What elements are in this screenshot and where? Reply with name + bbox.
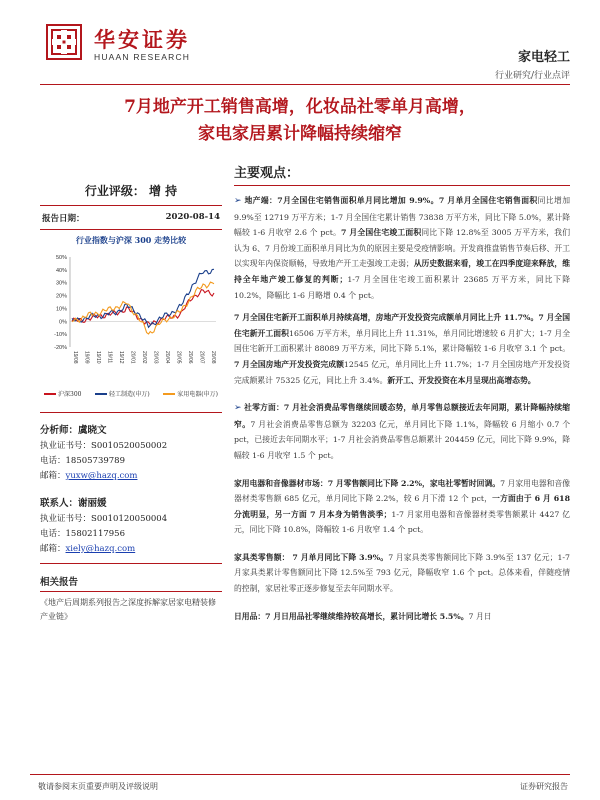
- paragraph-retail: ➢ 社零方面：7 月社会消费品零售继续回暖态势，单月零售总额接近去年同期，累计降幅持续缩窄。7 月社会消费品零售总额为 32203 亿元，单月同比下降 1.1%，降幅较 6 月缩小 0.7 个 pct，已接近去年同期水平；1-7 月社会消费品零售总额累计 204459 亿元，同比下降 9.9%，降幅较 1-6 月收窄 1.5 个 pct。: [234, 403, 570, 460]
- key-points-divider: [234, 185, 570, 186]
- paragraph-real-estate: ➢ 地产端：7月全国住宅销售面积单月同比增加 9.9%。7 月单月全国住宅销售面积同比增加 9.9%至 12719 万平方米；1-7 月全国住宅累计销售 73838 万平方米，同比下降 5.0%，累计降幅较 1-6 月收窄 2.6 个 pct。7 月全国住宅竣工面积同比下降 12.8%至 3005 万平方米，我们认为 6、7 月份竣工面积单月同比为负的原因主要是受疫情影响。开发商推盘销售节奏后移、开工以实现年内保资顺畅，导致地产开工走强竣工走弱；从历史数据来看，竣工在四季度迎来释放，维持全年地产竣工修复的判断；1-7 月全国住宅竣工面积累计 23685 万平方米，同比下降 10.2%，降幅比 1-6 月略增 0.4 个 pct。: [234, 196, 571, 300]
- chart-y-tick-label: 10%: [55, 306, 67, 313]
- analyst-email-label: 邮箱：: [40, 471, 66, 481]
- paragraph-new-construction: 7 月全国住宅新开工面积单月持续高增，房地产开发投资完成额单月同比上升 11.7%。7 月全国住宅新开工面积16506 万平方米，单月同比上升 11.31%，单月同比增速较 6 月扩大；1-7 月全国住宅新开工面积累计 88089 万平方米，同比下降 5.1%，累计降幅较 1-6 月收窄 3.1 个 pct。7 月全国房地产开发投资完成额12545 亿元，单月同比上升 11.7%；1-7 月全国房地产开发投资完成额累计 75325 亿元，同比上升 3.4%。新开工、开发投资在本月呈现出高增态势。: [234, 313, 571, 385]
- chart-y-tick-label: -20%: [54, 345, 67, 351]
- header-divider: [40, 84, 570, 85]
- contact-email-label: 邮箱：: [40, 544, 66, 554]
- chart-series-line-2: [72, 282, 214, 334]
- contact-email-link[interactable]: xiely@hazq.com: [65, 544, 136, 554]
- contact-name: 谢丽媛: [78, 498, 107, 509]
- chart-y-tick-label: 0%: [59, 319, 67, 326]
- report-date-label: 报告日期：: [42, 214, 85, 224]
- report-type-label: 行业研究/行业点评: [494, 71, 570, 81]
- page-footer: [30, 774, 570, 791]
- chart-svg: [40, 249, 222, 387]
- index-comparison-chart: [40, 249, 222, 387]
- chart-x-tick-label: 20/05: [175, 351, 182, 364]
- chart-bottom-divider: [40, 412, 222, 413]
- analyst-phone: 电话：18505739789: [40, 456, 125, 466]
- chart-x-tick-label: 20/02: [141, 351, 147, 364]
- chart-x-tick-label: 19/09: [83, 351, 90, 364]
- chart-x-tick-label: 20/06: [187, 351, 193, 364]
- chart-legend: [40, 389, 222, 398]
- report-header: [40, 18, 570, 81]
- chart-x-tick-label: 19/11: [106, 351, 113, 364]
- logo-text-cn: 华安证券: [94, 27, 190, 52]
- chart-x-tick-label: 19/10: [95, 351, 101, 364]
- chart-y-tick-label: 50%: [55, 255, 67, 261]
- analyst-email-link[interactable]: yuxw@hazq.com: [65, 471, 138, 481]
- report-date-value: 2020-08-14: [165, 212, 220, 222]
- footer-report-type: 证券研究报告: [520, 782, 568, 791]
- left-sidebar: [40, 176, 222, 624]
- paragraph-furniture: 家具类零售额： 7 月单月同比下降 3.9%。7 月家具类零售额同比下降 3.9%至 137 亿元；1-7 月家具类累计零售额同比下降 12.5%至 793 亿元，降幅收窄 1.6 个 pct。总体来看，伴随疫情的控制，家居社零正逐步修复至去年同期水平。: [234, 552, 571, 594]
- related-report-link[interactable]: 《地产后周期系列报告之深度拆解家居家电精装修产业链》: [40, 598, 216, 621]
- analyst-name: 虞晓文: [78, 425, 107, 436]
- analyst-block: [40, 423, 222, 484]
- report-title: [20, 94, 580, 148]
- contact-phone: 电话：15802117956: [40, 529, 125, 539]
- huaan-logo-icon: [46, 24, 82, 60]
- title-line-2: 家电家居累计降幅持续缩窄: [198, 124, 402, 144]
- contact-divider: [40, 563, 222, 564]
- main-content: [234, 162, 570, 624]
- industry-rating: 行业评级： 增 持: [84, 184, 178, 198]
- chart-x-tick-label: 20/07: [198, 351, 205, 364]
- chart-y-tick-label: 20%: [55, 293, 67, 300]
- bullet-arrow-icon: ➢: [234, 196, 242, 206]
- legend-item-light-industry: 轻工制造(申万): [95, 389, 150, 398]
- key-points-heading: 主要观点：: [234, 166, 300, 181]
- chart-x-tick-label: 19/12: [118, 351, 124, 364]
- contact-cert: 执业证书号：S0010120050004: [40, 514, 168, 524]
- sector-label: 家电轻工: [517, 50, 570, 65]
- footer-disclaimer: 敬请参阅末页重要声明及评级说明: [38, 782, 158, 791]
- chart-x-tick-label: 19/08: [72, 351, 78, 364]
- chart-y-tick-label: 40%: [55, 267, 67, 274]
- chart-y-tick-label: 30%: [55, 280, 67, 287]
- legend-item-hs300: 沪深300: [44, 389, 81, 398]
- title-line-1: 7月地产开工销售高增，化妆品社零单月高增，: [124, 97, 476, 117]
- chart-series-line-0: [72, 290, 214, 325]
- paragraph-daily-goods: 日用品：7 月日用品社零继续维持较高增长，累计同比增长 5.5%。7 月日: [234, 611, 492, 621]
- legend-item-home-appliance: 家用电器(申万): [163, 389, 218, 398]
- analyst-label: 分析师：: [40, 425, 79, 436]
- chart-title: 行业指数与沪深 300 走势比较: [75, 235, 187, 245]
- contact-label: 联系人：: [40, 498, 79, 509]
- bullet-arrow-icon: ➢: [234, 403, 242, 414]
- analyst-cert: 执业证书号：S0010520050002: [40, 441, 168, 451]
- paragraph-appliances: 家用电器和音像器材市场：7 月零售额同比下降 2.2%，家电社零暂时回调。7 月家用电器和音像器材类零售额 685 亿元，单月同比下降 2.2%，较 6 月下滑 12 个 pct，一方面由于 6 月 618 分流明显，另一方面 7 月本身为销售淡季；1-7 月家用电器和音像器材类零售额累计 4427 亿元，同比下降 10.8%，降幅较 1-6 月收窄 1.4 个 pct。: [234, 478, 571, 535]
- chart-x-tick-label: 20/08: [210, 351, 216, 364]
- chart-x-tick-label: 20/03: [152, 351, 159, 364]
- report-date-row: [40, 206, 222, 229]
- chart-x-tick-label: 20/04: [164, 351, 170, 364]
- related-reports-title: 相关报告: [40, 577, 79, 588]
- logo-text-en: HUAAN RESEARCH: [94, 52, 191, 62]
- contact-block: [40, 496, 222, 557]
- chart-y-tick-label: -10%: [54, 332, 67, 339]
- chart-x-tick-label: 20/01: [129, 351, 136, 364]
